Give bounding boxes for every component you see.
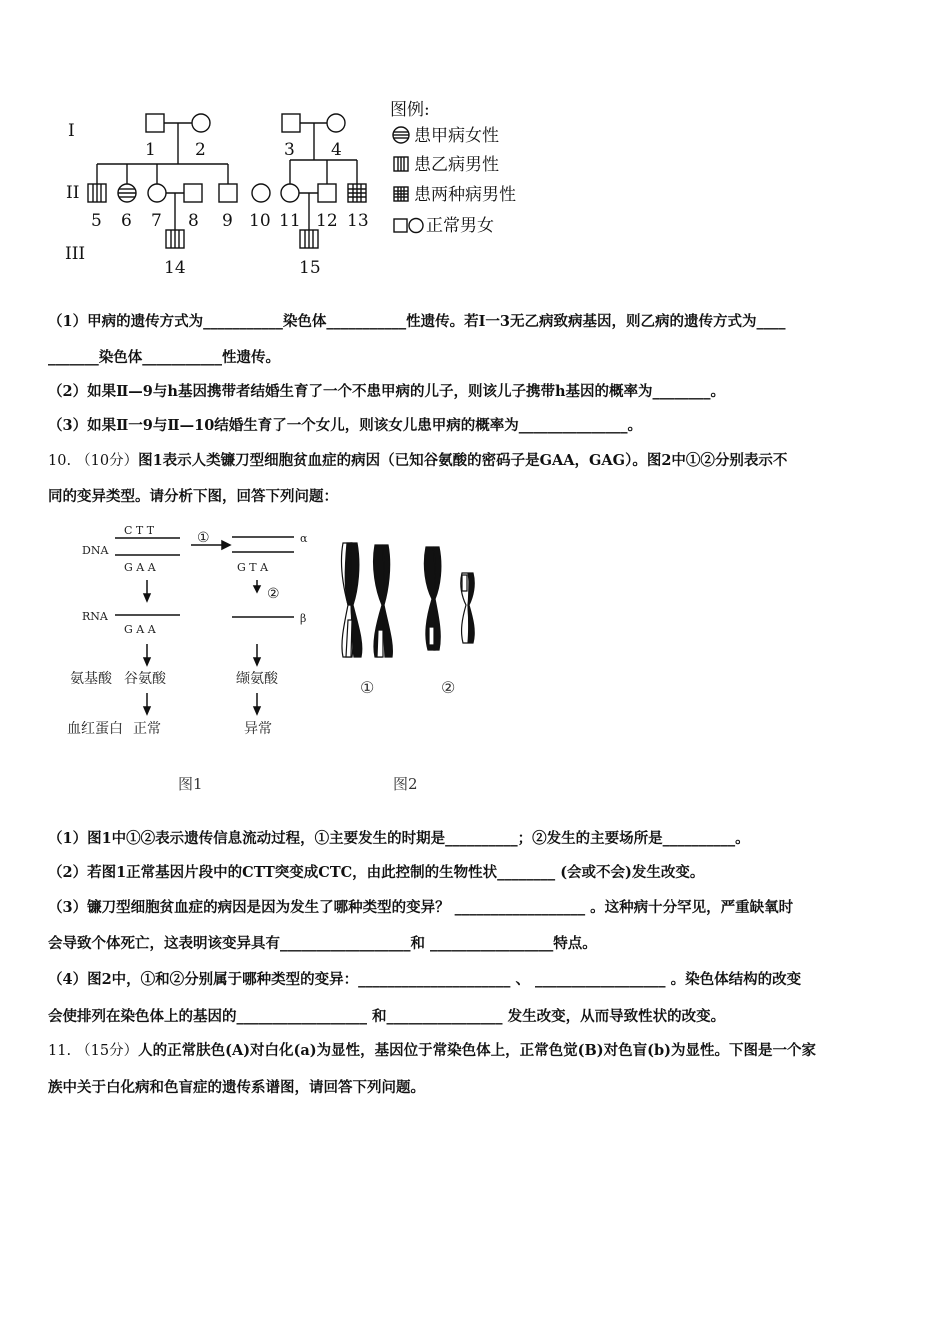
individual-number: 7	[151, 211, 162, 231]
q11-stem-line2: 族中关于白化病和色盲症的遗传系谱图，请回答下列问题。	[48, 1079, 425, 1096]
q10-part4-line1: （4）图2中，①和②分别属于哪种类型的变异：_____________________ 、 __________________ 。染色体结构的改变	[48, 971, 802, 988]
beta-label: β	[300, 612, 307, 625]
individual-number: 15	[299, 258, 321, 278]
legend-normal-female-symbol	[409, 219, 423, 233]
individual-number: 6	[121, 211, 132, 231]
generation-label-2: II	[66, 183, 80, 203]
q11-stem-line1	[48, 1041, 908, 1061]
individual-3-male	[282, 114, 300, 132]
mutant-strand: G T A	[237, 561, 269, 574]
individual-number: 9	[222, 211, 233, 231]
individual-number: 4	[331, 140, 342, 160]
q10-number: 10.	[48, 453, 72, 469]
individual-number: 14	[164, 258, 186, 278]
q11-stem-text: 人的正常肤色(A)对白化(a)为显性，基因位于常染色体上，正常色觉(B)对色盲(b)为显性。下图是一个家	[138, 1042, 816, 1059]
hemoglobin-label: 血红蛋白	[67, 721, 123, 737]
legend-disease-b-male: 患乙病男性	[414, 155, 499, 175]
individual-8-male	[184, 184, 202, 202]
individual-10-female	[252, 184, 270, 202]
figure-2-label-2: ②	[441, 678, 456, 697]
q10-stem-text: 图1表示人类镰刀型细胞贫血症的病因（已知谷氨酸的密码子是GAA，GAG）。图2中①②分别表示不	[138, 452, 788, 469]
dna-label: DNA	[82, 544, 109, 557]
legend-normal-male-symbol	[394, 219, 407, 232]
q10-part2: （2）若图1正常基因片段中的CTT突变成CTC，由此控制的生物性状________ (会或不会)发生改变。	[48, 864, 705, 881]
individual-number: 10	[249, 211, 271, 231]
individual-number: 12	[316, 211, 338, 231]
q10-part3-line2: 会导致个体死亡，这表明该变异具有__________________和 _________________特点。	[48, 935, 597, 952]
individual-4-female	[327, 114, 345, 132]
q10-stem-line1	[48, 451, 908, 471]
q9-part2: （2）如果Ⅱ—9与h基因携带者结婚生育了一个不患甲病的儿子，则该儿子携带h基因的概率为________。	[48, 383, 725, 400]
figure-2-label-1: ①	[360, 678, 375, 697]
individual-number: 11	[279, 211, 301, 231]
figure-1-sickle-cell	[60, 520, 330, 800]
q10-part1: （1）图1中①②表示遗传信息流动过程，①主要发生的时期是__________；②发生的主要场所是__________。	[48, 830, 750, 847]
q9-part1-line2: _______染色体___________性遗传。	[48, 349, 280, 366]
alpha-label: α	[300, 532, 308, 545]
figure-2-chromosomes	[330, 535, 500, 800]
q9-part1-line1: （1）甲病的遗传方式为___________染色体___________性遗传。若Ⅰ一3无乙病致病基因，则乙病的遗传方式为____	[48, 313, 786, 330]
q9-part3: （3）如果Ⅱ一9与Ⅱ—10结婚生育了一个女儿，则该女儿患甲病的概率为_______________。	[48, 417, 643, 434]
q10-score: （10分）	[76, 453, 139, 469]
individual-7-female	[148, 184, 166, 202]
amino-acid-normal: 谷氨酸	[124, 671, 166, 687]
legend-disease-a-female: 患甲病女性	[414, 126, 499, 146]
individual-number: 2	[195, 140, 206, 160]
q10-part3-line1: （3）镰刀型细胞贫血症的病因是因为发生了哪种类型的变异？ __________________ 。这种病十分罕见，严重缺氧时	[48, 899, 794, 916]
individual-2-female	[192, 114, 210, 132]
individual-11-female	[281, 184, 299, 202]
figure-2-caption: 图2	[393, 775, 418, 793]
q11-number: 11.	[48, 1043, 72, 1059]
individual-number: 5	[91, 211, 102, 231]
legend-title: 图例:	[390, 100, 430, 120]
step-2-label: ②	[267, 586, 280, 602]
figure-1-caption: 图1	[178, 775, 203, 793]
individual-number: 1	[145, 140, 156, 160]
rna-label: RNA	[82, 610, 108, 623]
individual-1-male	[146, 114, 164, 132]
legend-both-diseases-male: 患两种病男性	[414, 185, 516, 205]
amino-acid-mutant: 缬氨酸	[236, 671, 278, 687]
q11-score: （15分）	[76, 1043, 139, 1059]
dna-top-strand: C T T	[124, 524, 155, 537]
generation-label-1: I	[68, 121, 75, 141]
q10-stem-line2: 同的变异类型。请分析下图，回答下列问题：	[48, 488, 338, 505]
individual-number: 8	[188, 211, 199, 231]
hemoglobin-normal: 正常	[133, 721, 161, 737]
q10-part4-line2: 会使排列在染色体上的基因的__________________ 和________________ 发生改变，从而导致性状的改变。	[48, 1008, 726, 1025]
hemoglobin-mutant: 异常	[244, 721, 272, 737]
generation-label-3: III	[65, 244, 86, 264]
dna-bottom-strand: G A A	[124, 561, 156, 574]
individual-12-male	[318, 184, 336, 202]
individual-number: 13	[347, 211, 369, 231]
step-1-label: ①	[197, 530, 210, 546]
amino-acid-label: 氨基酸	[70, 671, 112, 687]
individual-9-male	[219, 184, 237, 202]
individual-number: 3	[284, 140, 295, 160]
rna-strand: G A A	[124, 623, 156, 636]
legend-normal: 正常男女	[426, 216, 494, 236]
pedigree-figure	[60, 100, 540, 280]
